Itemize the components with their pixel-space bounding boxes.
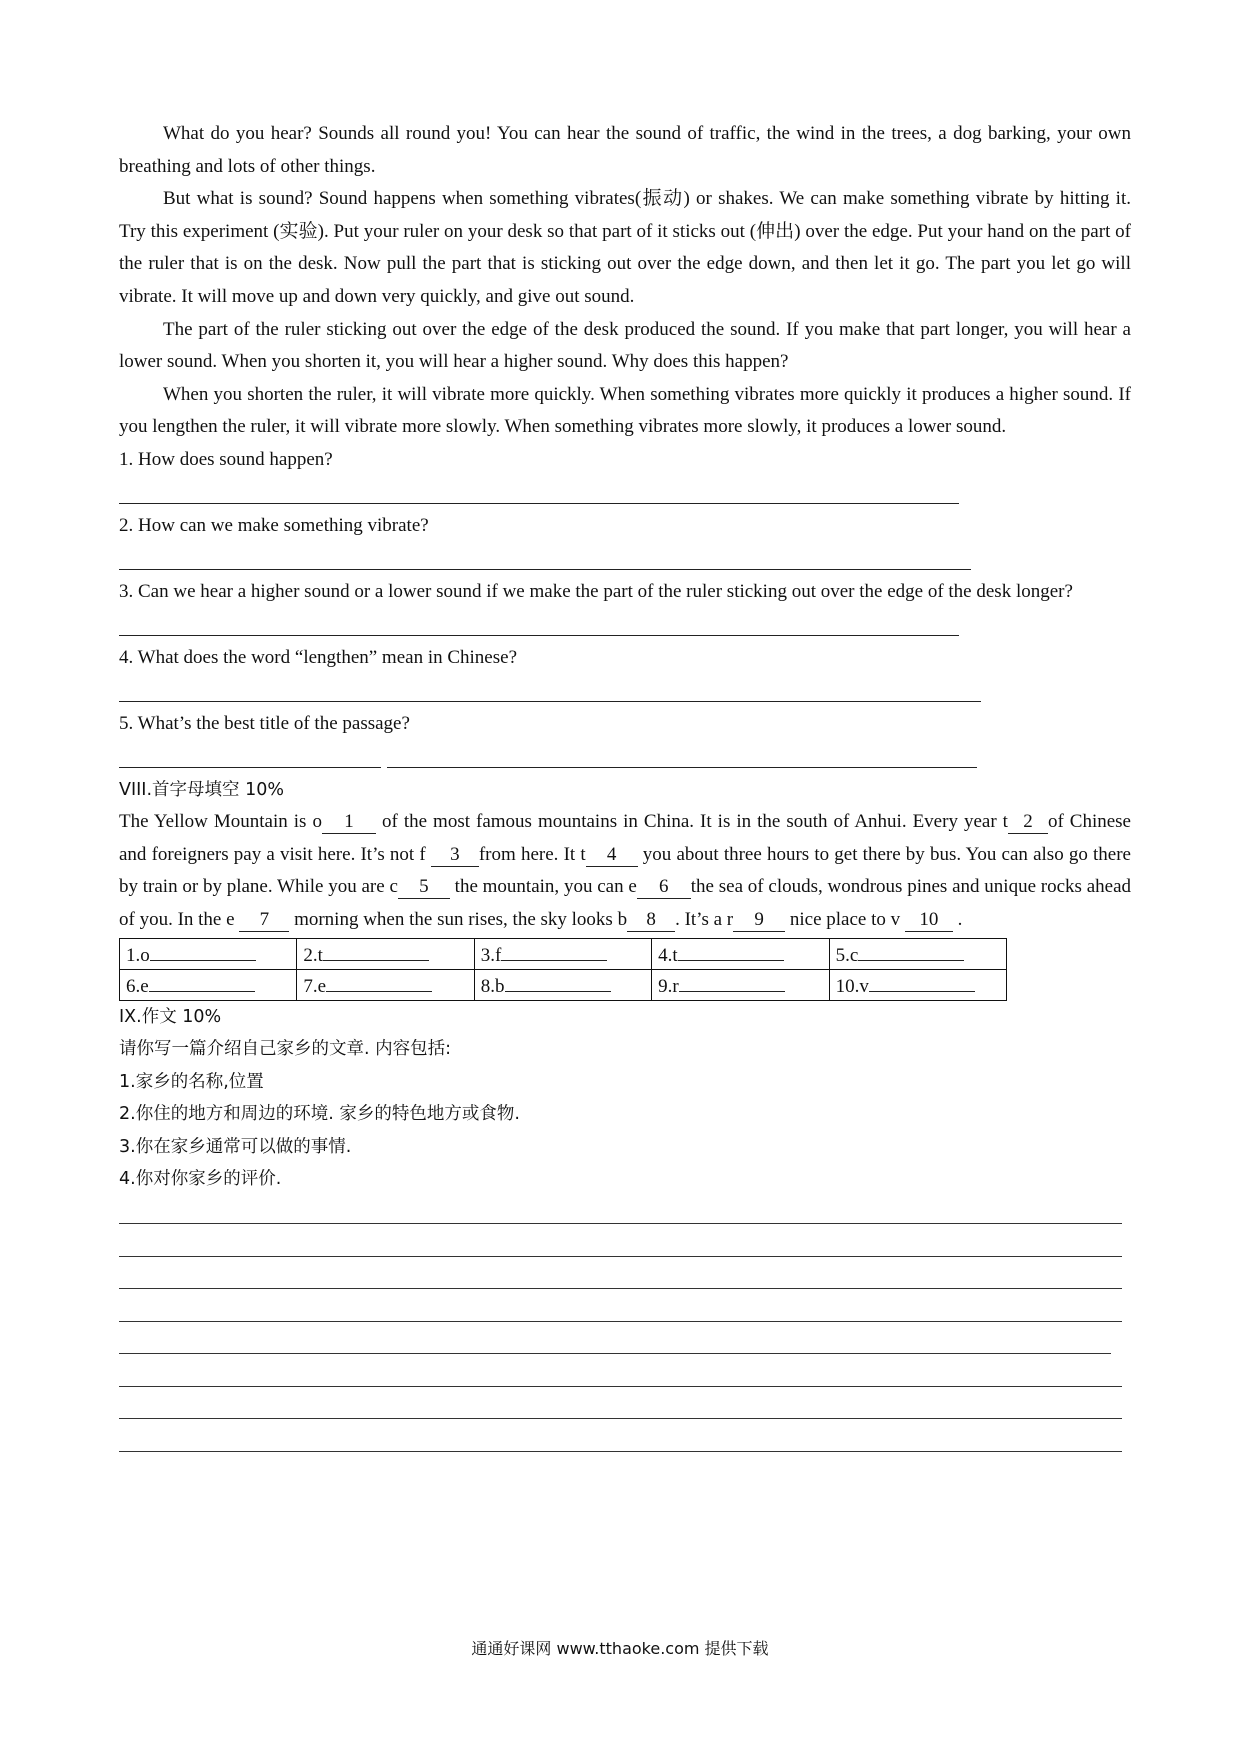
table-row xyxy=(120,939,1007,970)
cloze-passage: The Yellow Mountain is o 1 of the most famous mountains in China. It is in the south of Anhui. Every year t 2 of Chinese and foreigners pay a visit here. It’s not f 3 from here. It t 4 you about three hours to get there by bus. You can also go there by train or by plane. While you are c 5 the mountain, you can e 6 the sea of clouds, wondrous pines and unique rocks ahead of you. In the e 7 morning when the sun rises, the sky looks b 8 . It’s a r 9 nice place to v 10 . xyxy=(119,810,1131,930)
page-footer: 通通好课网 www.tthaoke.com 提供下载 xyxy=(471,1639,769,1658)
passage-paragraph-3: The part of the ruler sticking out over the edge of the desk produced the sound. If you make that part longer, you will hear a lower sound. When you shorten it, you will hear a higher sound. Why does this happen? xyxy=(119,318,1131,373)
cloze-blank-8[interactable]: 8 xyxy=(627,909,675,932)
answer-line-4[interactable] xyxy=(119,674,1131,708)
cloze-blank-3[interactable]: 3 xyxy=(431,844,479,867)
answer-cell[interactable]: 1.o xyxy=(120,939,297,970)
answer-cell[interactable]: 8.b xyxy=(474,970,651,1001)
question-3: 3. Can we hear a higher sound or a lower sound if we make the part of the ruler sticking out over the edge of the desk longer? xyxy=(119,580,1073,602)
writing-line[interactable] xyxy=(119,1224,1122,1257)
answer-cell[interactable]: 9.r xyxy=(652,970,829,1001)
essay-instruction: 请你写一篇介绍自己家乡的文章. 内容包括: xyxy=(119,1039,452,1060)
essay-writing-area[interactable] xyxy=(119,1192,1122,1452)
cloze-answer-table xyxy=(119,938,1007,1001)
passage-paragraph-2: But what is sound? Sound happens when something vibrates(振动) or shakes. We can make something vibrate by hitting it. Try this experiment (实验). Put your ruler on your desk so that part of it sticks out (伸出) over the edge. Put your hand on the part of the ruler that is on the desk. Now pull the part that is sticking out over the edge down, and then let it go. The part you let go will vibrate. It will move up and down very quickly, and give out sound. xyxy=(119,188,1131,307)
question-2: 2. How can we make something vibrate? xyxy=(119,514,429,536)
writing-line[interactable] xyxy=(119,1289,1122,1322)
writing-line[interactable] xyxy=(119,1419,1122,1452)
answer-cell[interactable]: 4.t xyxy=(652,939,829,970)
passage-paragraph-4: When you shorten the ruler, it will vibrate more quickly. When something vibrates more quickly it produces a higher sound. If you lengthen the ruler, it will vibrate more slowly. When something vibrates more slowly, it produces a lower sound. xyxy=(119,383,1131,438)
cloze-blank-9[interactable]: 9 xyxy=(733,909,785,932)
cloze-blank-6[interactable]: 6 xyxy=(637,876,691,899)
essay-point-3: 3.你在家乡通常可以做的事情. xyxy=(119,1136,352,1157)
cloze-blank-1[interactable]: 1 xyxy=(322,811,376,834)
answer-cell[interactable]: 7.e xyxy=(297,970,474,1001)
question-1: 1. How does sound happen? xyxy=(119,448,333,470)
worksheet-page xyxy=(119,118,1131,1452)
question-4: 4. What does the word “lengthen” mean in Chinese? xyxy=(119,646,517,668)
writing-line[interactable] xyxy=(119,1387,1122,1420)
writing-line[interactable] xyxy=(119,1257,1122,1290)
answer-cell[interactable]: 5.c xyxy=(829,939,1006,970)
cloze-blank-7[interactable]: 7 xyxy=(239,909,289,932)
answer-line-2[interactable] xyxy=(119,542,1131,576)
answer-line-1[interactable] xyxy=(119,476,1131,510)
writing-line[interactable] xyxy=(119,1322,1111,1355)
cloze-blank-10[interactable]: 10 xyxy=(905,909,953,932)
writing-line[interactable] xyxy=(119,1192,1122,1225)
answer-line-3[interactable] xyxy=(119,608,1131,642)
answer-line-5[interactable] xyxy=(119,740,1131,774)
writing-line[interactable] xyxy=(119,1354,1122,1387)
passage-paragraph-1: What do you hear? Sounds all round you! You can hear the sound of traffic, the wind in the trees, a dog barking, your own breathing and lots of other things. xyxy=(119,123,1131,177)
answer-cell[interactable]: 10.v xyxy=(829,970,1006,1001)
table-row xyxy=(120,970,1007,1001)
section-8-heading: VIII.首字母填空 10% xyxy=(119,779,284,800)
cloze-blank-4[interactable]: 4 xyxy=(586,844,638,867)
answer-cell[interactable]: 3.f xyxy=(474,939,651,970)
essay-point-4: 4.你对你家乡的评价. xyxy=(119,1169,282,1190)
essay-point-1: 1.家乡的名称,位置 xyxy=(119,1071,264,1092)
question-5: 5. What’s the best title of the passage? xyxy=(119,712,410,734)
answer-cell[interactable]: 6.e xyxy=(120,970,297,1001)
essay-point-2: 2.你住的地方和周边的环境. 家乡的特色地方或食物. xyxy=(119,1104,520,1125)
section-9-heading: IX.作文 10% xyxy=(119,1007,222,1028)
cloze-blank-2[interactable]: 2 xyxy=(1008,811,1048,834)
cloze-blank-5[interactable]: 5 xyxy=(398,876,450,899)
answer-cell[interactable]: 2.t xyxy=(297,939,474,970)
